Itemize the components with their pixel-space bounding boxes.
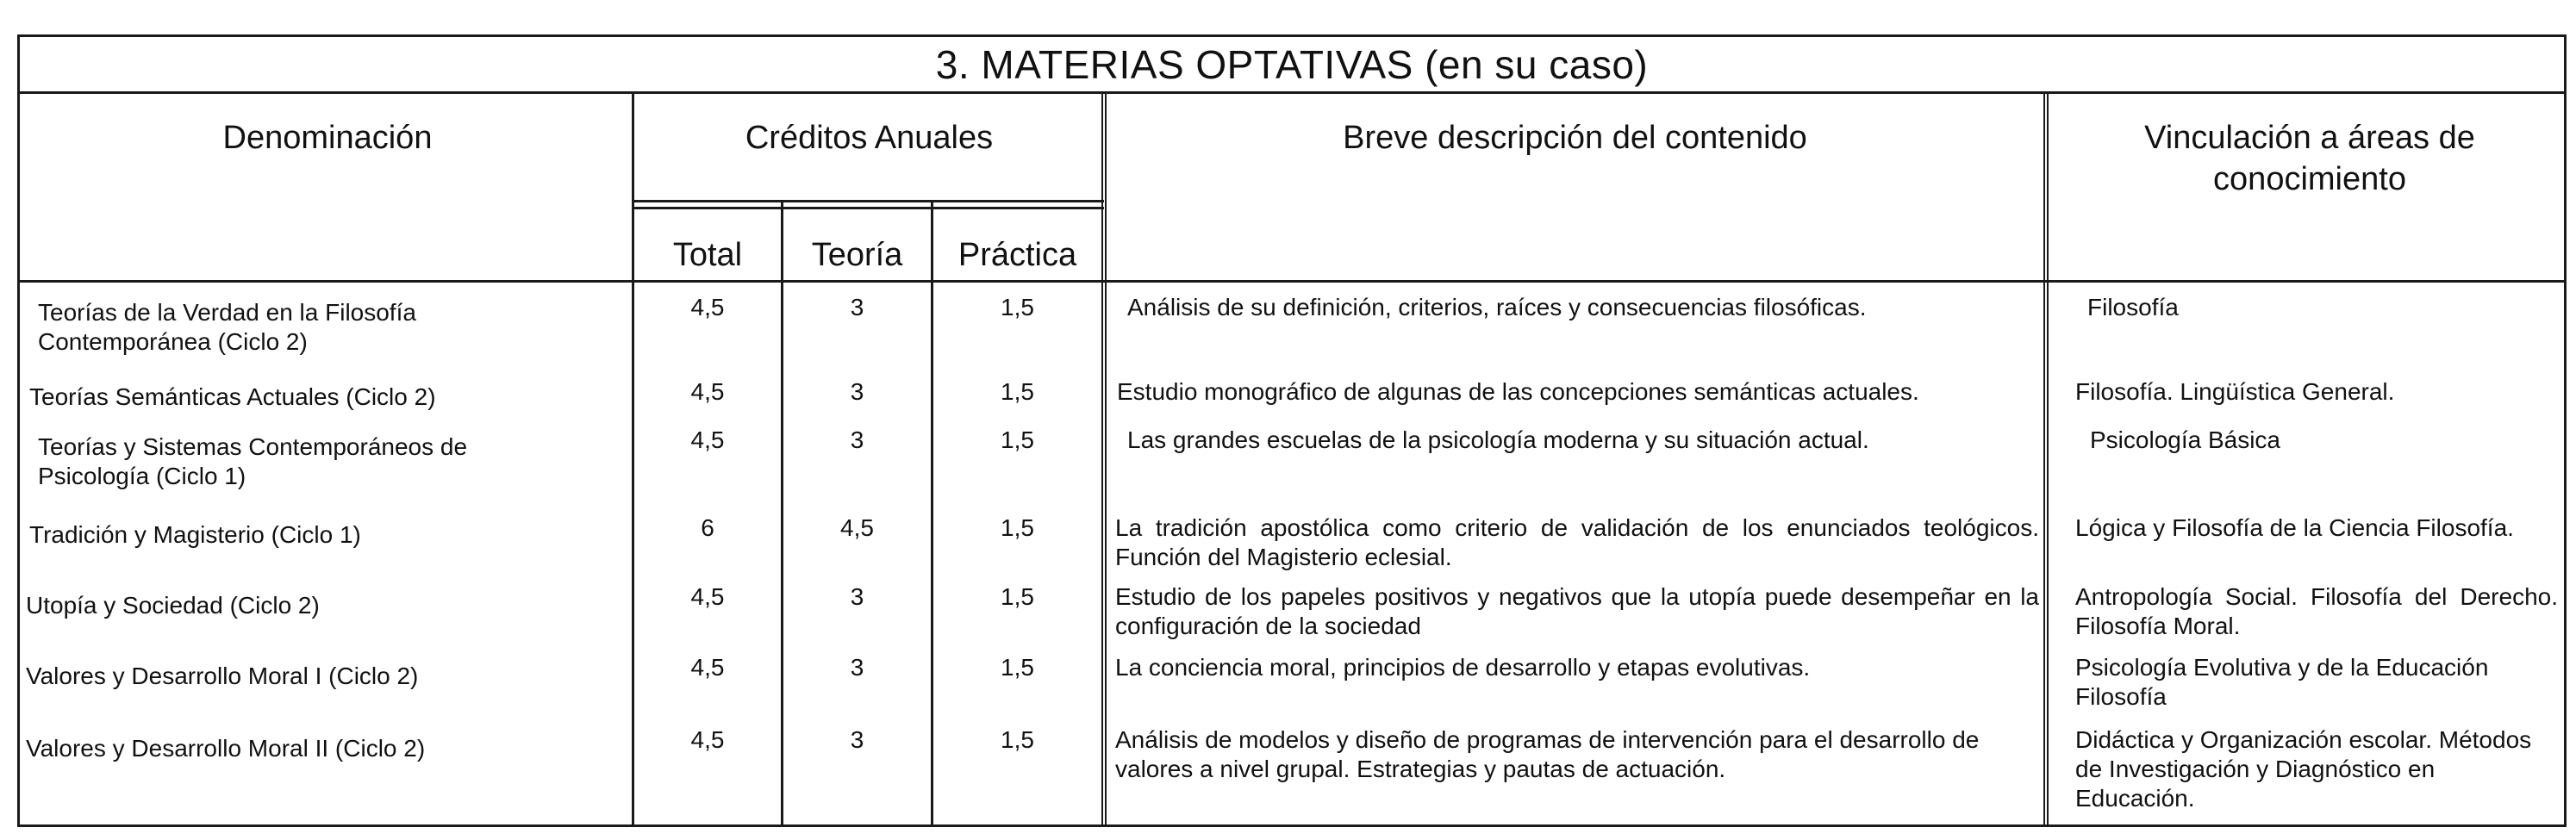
header-denominacion: Denominación — [222, 120, 433, 156]
row-7-teoria: 3 — [850, 726, 864, 753]
row-4-descripcion: La tradición apostólica como criterio de validación de los enunciados teológicos. Función del Magisterio eclesial. — [1115, 514, 2039, 570]
header-divider — [17, 280, 2567, 283]
row-4-teoria: 4,5 — [840, 514, 874, 541]
row-2-teoria: 3 — [850, 378, 864, 405]
col-divider-5 — [2043, 91, 2049, 827]
header-practica: Práctica — [957, 237, 1077, 273]
row-1-vinculacion: Filosofía — [2087, 294, 2179, 320]
row-2-denominacion: Teorías Semánticas Actuales (Ciclo 2) — [29, 383, 436, 410]
row-1-practica: 1,5 — [1001, 294, 1034, 320]
row-1-denominacion: Teorías de la Verdad en la Filosofía Contemporánea (Ciclo 2) — [38, 299, 416, 355]
row-5-denominacion: Utopía y Sociedad (Ciclo 2) — [26, 592, 320, 619]
row-7-practica: 1,5 — [1001, 726, 1034, 753]
row-6-total: 4,5 — [690, 654, 725, 681]
col-divider-4 — [1101, 91, 1107, 827]
row-7-vinculacion: Didáctica y Organización escolar. Métodos de Investigación y Diagnóstico en Educación. — [2075, 726, 2532, 812]
row-7-descripcion: Análisis de modelos y diseño de programas de intervención para el desarrollo de valores a nivel grupal. Estrategias y pautas de actuación. — [1115, 726, 1980, 782]
header-teoria: Teoría — [811, 237, 903, 273]
row-5-teoria: 3 — [850, 583, 864, 610]
row-2-descripcion: Estudio monográfico de algunas de las concepciones semánticas actuales. — [1117, 378, 1919, 405]
row-1-descripcion: Análisis de su definición, criterios, raíces y consecuencias filosóficas. — [1127, 294, 1867, 320]
row-7-denominacion: Valores y Desarrollo Moral II (Ciclo 2) — [26, 735, 426, 762]
row-6-descripcion: La conciencia moral, principios de desarrollo y etapas evolutivas. — [1115, 654, 1811, 681]
page-title: 3. MATERIAS OPTATIVAS (en su caso) — [935, 42, 1649, 87]
creditos-divider — [632, 200, 1104, 202]
row-3-descripcion: Las grandes escuelas de la psicología moderna y su situación actual. — [1127, 426, 1869, 453]
row-4-practica: 1,5 — [1001, 514, 1034, 541]
row-3-teoria: 3 — [850, 426, 864, 453]
title-divider — [17, 91, 2567, 94]
row-5-descripcion: Estudio de los papeles positivos y negativos que la utopía puede desempeñar en la configuración de la sociedad — [1115, 583, 2039, 639]
row-3-total: 4,5 — [690, 426, 725, 453]
row-6-denominacion: Valores y Desarrollo Moral I (Ciclo 2) — [26, 663, 419, 689]
row-2-practica: 1,5 — [1001, 378, 1034, 405]
row-5-vinculacion: Antropología Social. Filosofía del Derecho. Filosofía Moral. — [2075, 583, 2558, 639]
row-4-vinculacion: Lógica y Filosofía de la Ciencia Filosofía. — [2075, 514, 2514, 541]
row-6-practica: 1,5 — [1001, 654, 1034, 681]
row-3-vinculacion: Psicología Básica — [2090, 426, 2281, 453]
row-3-practica: 1,5 — [1001, 426, 1034, 453]
row-2-total: 4,5 — [690, 378, 725, 405]
header-descripcion: Breve descripción del contenido — [1343, 120, 1807, 156]
row-1-teoria: 3 — [850, 294, 864, 320]
row-4-denominacion: Tradición y Magisterio (Ciclo 1) — [29, 521, 361, 548]
header-creditos-anuales: Créditos Anuales — [745, 120, 994, 156]
row-7-total: 4,5 — [690, 726, 725, 753]
row-6-teoria: 3 — [850, 654, 864, 681]
creditos-divider-2 — [632, 207, 1104, 209]
row-5-practica: 1,5 — [1001, 583, 1034, 610]
col-divider-1 — [632, 91, 634, 827]
header-total: Total — [672, 237, 743, 273]
row-1-total: 4,5 — [690, 294, 725, 320]
row-3-denominacion: Teorías y Sistemas Contemporáneos de Psicología (Ciclo 1) — [38, 433, 468, 489]
row-6-vinculacion: Psicología Evolutiva y de la Educación Filosofía — [2075, 654, 2489, 710]
row-5-total: 4,5 — [690, 583, 725, 610]
header-vinculacion: Vinculación a áreas de conocimiento — [2144, 120, 2475, 197]
row-4-total: 6 — [701, 514, 714, 541]
row-2-vinculacion: Filosofía. Lingüística General. — [2075, 378, 2395, 405]
